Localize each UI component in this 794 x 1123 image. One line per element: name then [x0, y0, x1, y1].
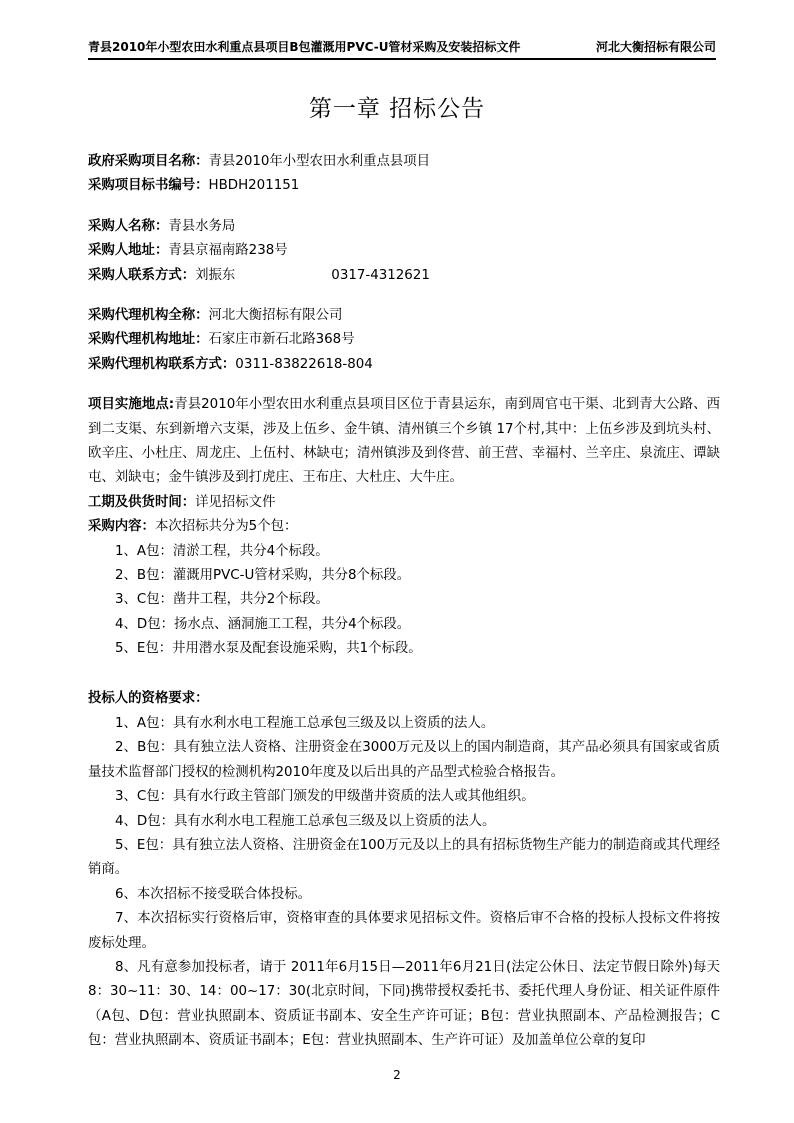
- project-name-value: 青县2010年小型农田水利重点县项目: [208, 154, 431, 169]
- package-item: 1、A包：清淤工程，共分4个标段。: [115, 543, 329, 559]
- agency-address-line: [88, 328, 720, 352]
- qualification-item: 6、本次招标不接受联合体投标。: [115, 886, 311, 902]
- purchaser-address-value: 青县京福南路238号: [168, 243, 288, 259]
- document-body: [88, 150, 720, 1054]
- project-code-line: [88, 174, 720, 198]
- qualification-item: 8、凡有意参加投标者，请于 2011年6月15日—2011年6月21日(法定公休日、法定节假日除外)每天8：30~11：30、14：00~17：30(北京时间，下同)携带授权委托书、委托代理人身份证、相关证件原件（A包、D包：营业执照副本、资质证书副本、安全生产许可证；B包：营业执照副本、产品检测报告；C包：营业执照副本、资质证书副本；E包：营业执照副本、生产许可证）及加盖单位公章的复印: [88, 959, 720, 1049]
- agency-address-value: 石家庄市新石北路368号: [208, 332, 355, 348]
- purchaser-address-line: [88, 239, 720, 263]
- page-number: 2: [393, 1068, 401, 1082]
- package-item: 5、E包：井用潜水泵及配套设施采购，共1个标段。: [115, 641, 422, 657]
- project-name-line: [88, 150, 720, 174]
- agency-name-value: 河北大衡招标有限公司: [208, 307, 343, 323]
- project-name-label: 政府采购项目名称：: [88, 154, 209, 169]
- qualification-item: 7、本次招标实行资格后审，资格审查的具体要求见招标文件。资格后审不合格的投标人投标文件将按废标处理。: [88, 911, 720, 951]
- chapter-title: 第一章 招标公告: [308, 96, 486, 122]
- purchaser-contact-label: 采购人联系方式：: [88, 267, 196, 283]
- qualification-item: 4、D包：具有水利水电工程施工总承包三级及以上资质的法人。: [115, 813, 496, 829]
- procurement-content-line: [88, 515, 720, 539]
- qualification-heading: 投标人的资格要求：: [88, 691, 209, 707]
- package-item: 3、C包：凿井工程，共分2个标段。: [115, 592, 329, 608]
- qualification-item: 2、B包：具有独立法人资格、注册资金在3000万元及以上的国内制造商，其产品必须具有国家或省质量技术监督部门授权的检测机构2010年度及以后出具的产品型式检验合格报告。: [88, 740, 720, 780]
- page-header: [88, 36, 716, 60]
- purchaser-name-line: [88, 215, 720, 239]
- qualification-item: 1、A包：具有水利水电工程施工总承包三级及以上资质的法人。: [115, 715, 495, 731]
- agency-contact-line: [88, 353, 720, 377]
- schedule-label: 工期及供货时间：: [88, 494, 196, 510]
- header-company-name: 河北大衡招标有限公司: [595, 40, 716, 54]
- schedule-value: 详见招标文件: [195, 494, 276, 510]
- purchaser-contact-line: [88, 264, 720, 288]
- agency-name-line: [88, 304, 720, 328]
- procurement-content-label: 采购内容：: [88, 519, 155, 535]
- qualification-item: 5、E包：具有独立法人资格、注册资金在100万元及以上的具有招标货物生产能力的制造商或其代理经销商。: [88, 837, 720, 878]
- package-item: 2、B包：灌溉用PVC-U管材采购，共分8个标段。: [115, 567, 411, 583]
- header-document-title: 青县2010年小型农田水利重点县项目B包灌溉用PVC-U管材采购及安装招标文件: [88, 40, 521, 54]
- project-location-label: 项目实施地点:: [88, 397, 175, 413]
- purchaser-address-label: 采购人地址：: [88, 243, 169, 259]
- purchaser-name-value: 青县水务局: [168, 218, 236, 234]
- project-location-paragraph: [88, 393, 720, 491]
- purchaser-contact-phone: 0317-4312621: [331, 267, 430, 283]
- agency-address-label: 采购代理机构地址：: [88, 332, 209, 348]
- agency-contact-value: 0311-83822618-804: [235, 356, 373, 372]
- schedule-line: [88, 491, 720, 515]
- qualification-item: 3、C包：具有水行政主管部门颁发的甲级凿井资质的法人或其他组织。: [115, 789, 535, 805]
- project-code-value: HBDH201151: [208, 178, 300, 194]
- agency-contact-label: 采购代理机构联系方式：: [88, 356, 236, 372]
- purchaser-contact-person: 刘振东: [195, 267, 236, 283]
- procurement-content-intro: 本次招标共分为5个包：: [154, 519, 298, 535]
- project-code-label: 采购项目标书编号：: [88, 178, 209, 194]
- agency-name-label: 采购代理机构全称：: [88, 307, 209, 323]
- project-location-text: 青县2010年小型农田水利重点县项目区位于青县运东，南到周官屯干渠、北到青大公路、西到二支渠、东到新增六支渠，涉及上伍乡、金牛镇、清州镇三个乡镇 17个村,其中：上伍乡涉及到坑头村、欧辛庄、小杜庄、周龙庄、上伍村、林缺屯；清州镇涉及到佟营、前王营、幸福村、兰辛庄、泉流庄、谭缺屯、刘缺屯；金牛镇涉及到打虎庄、王布庄、大杜庄、大牛庄。: [88, 397, 721, 486]
- package-item: 4、D包：扬水点、涵洞施工工程，共分4个标段。: [115, 616, 411, 632]
- purchaser-name-label: 采购人名称：: [88, 218, 169, 234]
